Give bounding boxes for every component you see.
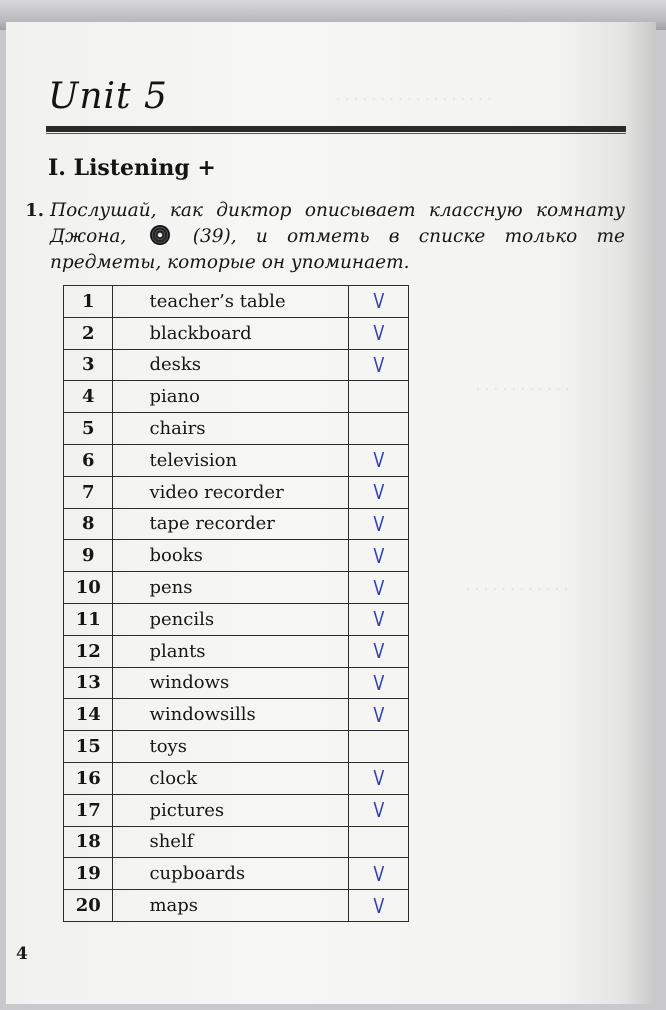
item-name: shelf xyxy=(113,826,348,858)
item-number: 8 xyxy=(64,508,113,540)
show-through-text: · · · · · · · · · · · · · · · · · · xyxy=(336,92,492,108)
table-row xyxy=(64,413,409,445)
check-cell[interactable] xyxy=(348,826,408,858)
table-row xyxy=(64,540,409,572)
item-number: 7 xyxy=(64,476,113,508)
task-text-part1: Послушай, как диктор описывает классную комнату Джона, xyxy=(50,200,625,247)
check-cell[interactable] xyxy=(348,444,408,476)
table-row xyxy=(64,444,409,476)
checkmark-icon: V xyxy=(372,575,384,600)
item-name: video recorder xyxy=(113,476,348,508)
item-number: 5 xyxy=(64,413,113,445)
item-number: 19 xyxy=(64,858,113,890)
item-name: books xyxy=(113,540,348,572)
check-cell[interactable] xyxy=(348,731,408,763)
table-row xyxy=(64,731,409,763)
check-cell[interactable] xyxy=(348,381,408,413)
item-name: blackboard xyxy=(113,317,348,349)
checkmark-icon: V xyxy=(372,861,384,886)
item-number: 18 xyxy=(64,826,113,858)
item-name: chairs xyxy=(113,413,348,445)
item-number: 2 xyxy=(64,317,113,349)
item-name: piano xyxy=(113,381,348,413)
item-name: pictures xyxy=(113,794,348,826)
item-number: 6 xyxy=(64,444,113,476)
checkmark-icon: V xyxy=(372,321,384,346)
table-row xyxy=(64,508,409,540)
item-number: 13 xyxy=(64,667,113,699)
table-row xyxy=(64,794,409,826)
item-number: 3 xyxy=(64,349,113,381)
table-row xyxy=(64,667,409,699)
item-number: 10 xyxy=(64,572,113,604)
checkmark-icon: V xyxy=(372,607,384,632)
check-cell[interactable] xyxy=(348,762,408,794)
checkmark-icon: V xyxy=(372,480,384,505)
item-name: maps xyxy=(113,890,348,922)
title-rule-thin xyxy=(46,133,626,134)
check-cell[interactable] xyxy=(348,794,408,826)
check-cell[interactable] xyxy=(348,476,408,508)
checkmark-icon: V xyxy=(372,448,384,473)
checkmark-icon: V xyxy=(372,798,384,823)
item-number: 12 xyxy=(64,635,113,667)
item-number: 15 xyxy=(64,731,113,763)
check-cell[interactable] xyxy=(348,540,408,572)
check-cell[interactable] xyxy=(348,890,408,922)
item-name: windows xyxy=(113,667,348,699)
item-number: 16 xyxy=(64,762,113,794)
table-row xyxy=(64,286,409,318)
checkmark-icon: V xyxy=(372,352,384,377)
item-name: cupboards xyxy=(113,858,348,890)
checkmark-icon: V xyxy=(372,702,384,727)
item-number: 11 xyxy=(64,603,113,635)
checkmark-icon: V xyxy=(372,766,384,791)
item-name: toys xyxy=(113,731,348,763)
item-number: 17 xyxy=(64,794,113,826)
audio-track-number: (39), xyxy=(192,226,237,247)
table-row xyxy=(64,603,409,635)
item-name: plants xyxy=(113,635,348,667)
show-through-text: · · · · · · · · · · · xyxy=(476,382,570,398)
unit-title: Unit 5 xyxy=(48,76,168,117)
task-number: 1. xyxy=(25,200,44,221)
item-number: 1 xyxy=(64,286,113,318)
item-name: pencils xyxy=(113,603,348,635)
table-row xyxy=(64,762,409,794)
cd-disc-icon xyxy=(150,225,170,245)
page-number: 4 xyxy=(16,944,28,964)
table-row xyxy=(64,381,409,413)
item-number: 4 xyxy=(64,381,113,413)
check-cell[interactable] xyxy=(348,286,408,318)
item-name: television xyxy=(113,444,348,476)
checkmark-icon: V xyxy=(372,511,384,536)
table-row xyxy=(64,572,409,604)
item-name: windowsills xyxy=(113,699,348,731)
item-number: 20 xyxy=(64,890,113,922)
table-row xyxy=(64,890,409,922)
check-cell[interactable] xyxy=(348,317,408,349)
table-row xyxy=(64,476,409,508)
checkmark-icon: V xyxy=(372,639,384,664)
check-cell[interactable] xyxy=(348,349,408,381)
table-row xyxy=(64,317,409,349)
show-through-text: · · · · · · · · · · · · xyxy=(466,582,569,598)
check-cell[interactable] xyxy=(348,667,408,699)
checkmark-icon: V xyxy=(372,543,384,568)
check-cell[interactable] xyxy=(348,699,408,731)
checkmark-icon: V xyxy=(372,893,384,918)
item-name: pens xyxy=(113,572,348,604)
check-cell[interactable] xyxy=(348,508,408,540)
items-table xyxy=(63,285,409,922)
title-rule xyxy=(46,126,626,132)
task-text-part2: и отметь в списке только те предметы, которые он упоминает. xyxy=(50,226,625,273)
item-name: teacher’s table xyxy=(113,286,348,318)
item-name: desks xyxy=(113,349,348,381)
item-number: 14 xyxy=(64,699,113,731)
checkmark-icon: V xyxy=(372,670,384,695)
check-cell[interactable] xyxy=(348,635,408,667)
item-number: 9 xyxy=(64,540,113,572)
check-cell[interactable] xyxy=(348,858,408,890)
item-name: clock xyxy=(113,762,348,794)
table-row xyxy=(64,349,409,381)
checkmark-icon: V xyxy=(372,289,384,314)
check-cell[interactable] xyxy=(348,413,408,445)
table-row xyxy=(64,699,409,731)
task-text xyxy=(50,198,625,276)
section-title: I. Listening + xyxy=(48,155,216,181)
table-row xyxy=(64,635,409,667)
table-row xyxy=(64,826,409,858)
check-cell[interactable] xyxy=(348,603,408,635)
table-row xyxy=(64,858,409,890)
item-name: tape recorder xyxy=(113,508,348,540)
check-cell[interactable] xyxy=(348,572,408,604)
